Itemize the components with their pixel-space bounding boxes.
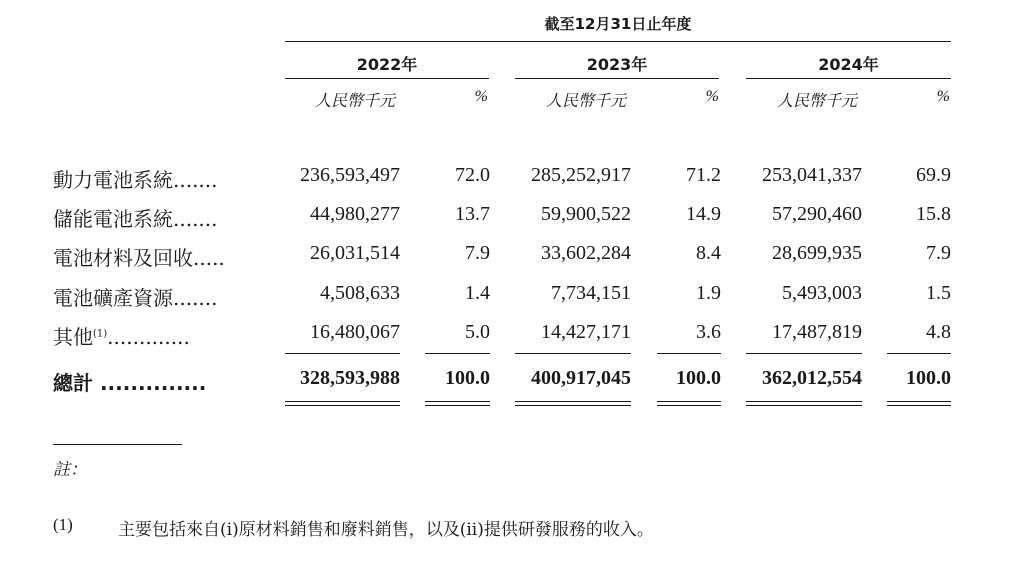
subtotal-rule — [515, 353, 631, 354]
table-row — [0, 321, 1015, 351]
year-2022-rule — [285, 78, 489, 79]
note-number: (1) — [53, 515, 73, 534]
total-double-rule — [887, 405, 951, 406]
value-2023-rmb: 14,427,171 — [541, 321, 631, 343]
value-2023-pct: 8.4 — [696, 242, 721, 264]
total-row — [0, 367, 1015, 397]
total-double-rule — [285, 401, 400, 402]
value-2023-pct: 1.9 — [696, 282, 721, 304]
value-2023-rmb: 59,900,522 — [541, 203, 631, 225]
row-label: 動力電池系統....... — [53, 168, 218, 192]
total-double-rule — [425, 401, 490, 402]
value-2022-pct: 7.9 — [465, 242, 490, 264]
value-2022-rmb: 44,980,277 — [310, 203, 400, 225]
footnote-marker: (1) — [93, 328, 108, 340]
value-2024-rmb: 28,699,935 — [772, 242, 862, 264]
table-row — [0, 282, 1015, 312]
year-2024-rule — [746, 78, 951, 79]
total-2023-rmb: 400,917,045 — [531, 367, 631, 389]
row-label: 儲能電池系統....... — [53, 207, 218, 231]
unit-currency-2022: 人民幣千元 — [314, 93, 395, 110]
total-2023-pct: 100.0 — [676, 367, 721, 389]
subtotal-rule — [425, 353, 490, 354]
unit-currency-2023: 人民幣千元 — [545, 93, 626, 110]
total-2022-pct: 100.0 — [445, 367, 490, 389]
notes-divider — [53, 444, 182, 445]
value-2023-pct: 71.2 — [686, 164, 721, 186]
total-double-rule — [285, 405, 400, 406]
value-2022-pct: 5.0 — [465, 321, 490, 343]
value-2024-rmb: 253,041,337 — [762, 164, 862, 186]
total-2024-rmb: 362,012,554 — [762, 367, 862, 389]
value-2024-pct: 4.8 — [926, 321, 951, 343]
year-2022-header: 2022年 — [356, 55, 418, 74]
year-2024-header: 2024年 — [818, 55, 879, 74]
row-label: 電池礦產資源....... — [53, 286, 218, 310]
note-text: 主要包括來自(i)原材料銷售和廢料銷售，以及(ii)提供研發服務的收入。 — [118, 520, 654, 540]
value-2024-rmb: 57,290,460 — [772, 203, 862, 225]
value-2024-rmb: 5,493,003 — [782, 282, 862, 304]
value-2023-rmb: 33,602,284 — [541, 242, 631, 264]
row-label-leader: ............. — [107, 325, 190, 349]
subtotal-rule — [887, 353, 951, 354]
value-2024-pct: 7.9 — [926, 242, 951, 264]
total-2022-rmb: 328,593,988 — [300, 367, 400, 389]
total-double-rule — [657, 401, 721, 402]
value-2023-pct: 14.9 — [686, 203, 721, 225]
value-2024-rmb: 17,487,819 — [772, 321, 862, 343]
table-row — [0, 242, 1015, 272]
value-2022-pct: 1.4 — [465, 282, 490, 304]
table-row — [0, 203, 1015, 233]
total-double-rule — [515, 401, 631, 402]
year-2023-rule — [515, 78, 719, 79]
value-2023-pct: 3.6 — [696, 321, 721, 343]
value-2023-rmb: 285,252,917 — [531, 164, 631, 186]
row-label — [53, 321, 190, 350]
value-2022-rmb: 26,031,514 — [310, 242, 400, 264]
year-2023-header: 2023年 — [586, 55, 648, 74]
unit-currency-2024: 人民幣千元 — [776, 93, 857, 110]
value-2022-pct: 13.7 — [455, 203, 490, 225]
value-2022-pct: 72.0 — [455, 164, 490, 186]
total-double-rule — [746, 401, 862, 402]
total-double-rule — [515, 405, 631, 406]
total-label: 總計 .............. — [53, 371, 207, 395]
subtotal-rule — [657, 353, 721, 354]
unit-percent-2024: % — [936, 88, 950, 105]
notes-heading: 註： — [53, 460, 87, 480]
value-2022-rmb: 4,508,633 — [320, 282, 400, 304]
period-title: 截至12月31日止年度 — [544, 15, 692, 33]
value-2022-rmb: 16,480,067 — [310, 321, 400, 343]
value-2023-rmb: 7,734,151 — [551, 282, 631, 304]
total-double-rule — [887, 401, 951, 402]
subtotal-rule — [746, 353, 862, 354]
total-double-rule — [657, 405, 721, 406]
period-rule — [285, 41, 951, 42]
table-row — [0, 164, 1015, 194]
unit-percent-2023: % — [705, 88, 719, 105]
unit-percent-2022: % — [474, 88, 488, 105]
total-double-rule — [746, 405, 862, 406]
row-label: 電池材料及回收..... — [53, 246, 225, 270]
value-2024-pct: 69.9 — [916, 164, 951, 186]
value-2024-pct: 15.8 — [916, 203, 951, 225]
total-2024-pct: 100.0 — [906, 367, 951, 389]
total-double-rule — [425, 405, 490, 406]
value-2024-pct: 1.5 — [926, 282, 951, 304]
value-2022-rmb: 236,593,497 — [300, 164, 400, 186]
subtotal-rule — [285, 353, 400, 354]
row-label-text: 其他 — [53, 325, 93, 349]
